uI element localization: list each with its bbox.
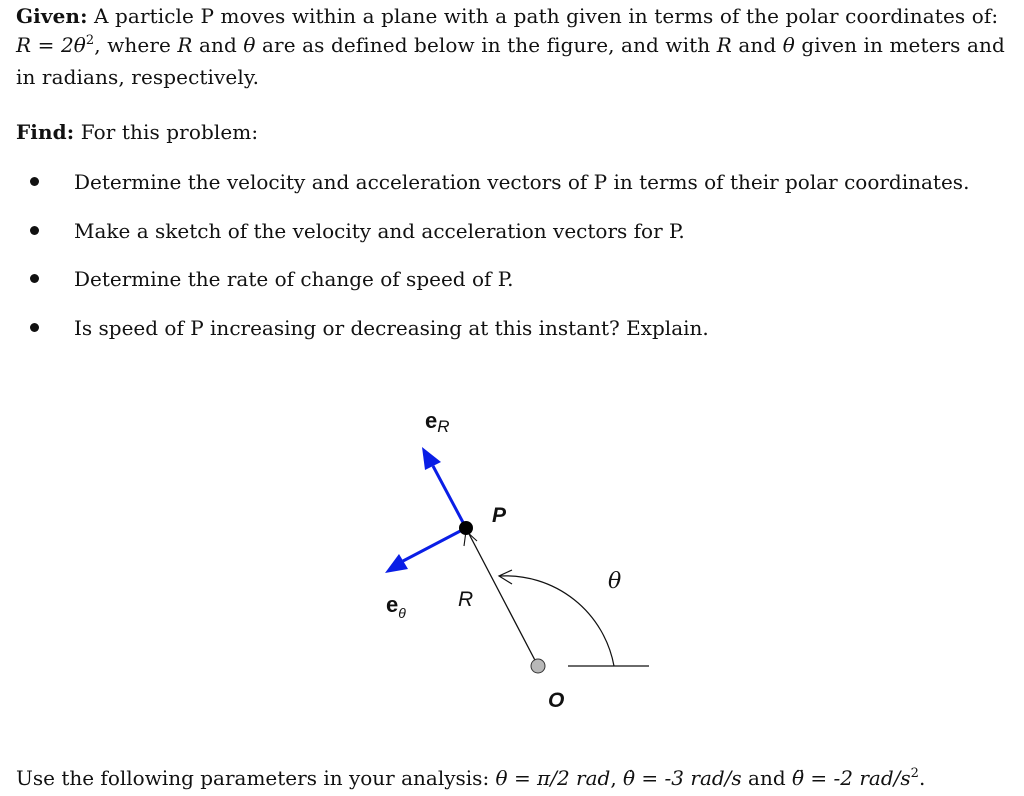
theta-ddot-value: θ̈ = -2 rad/s xyxy=(792,766,911,790)
equation-lhs: R xyxy=(16,33,32,57)
theta-value: θ = π/2 rad xyxy=(495,766,611,790)
e-theta-vector-line xyxy=(403,528,466,561)
theta-arc xyxy=(500,576,614,666)
o-label: O xyxy=(548,689,565,712)
theta-dot-value: θ̇ = -3 rad/s xyxy=(623,766,742,790)
find-label: Find: xyxy=(16,120,75,144)
r-label: R xyxy=(458,588,474,611)
equation-exponent: 2 xyxy=(85,33,95,48)
e-theta-label: $e_\theta$ xyxy=(386,592,406,621)
given-var-r: R xyxy=(177,33,193,57)
list-item: Determine the velocity and acceleration vectors of P in terms of their polar coordinates. xyxy=(30,168,1010,196)
list-item: Determine the rate of change of speed of P. xyxy=(30,265,1010,293)
equation-rhs: = 2θ xyxy=(31,33,86,57)
point-p xyxy=(459,521,473,535)
list-item: Make a sketch of the velocity and acceleration vectors for P. xyxy=(30,217,1010,245)
e-r-vector-line xyxy=(433,466,466,528)
parameters-line: Use the following parameters in your analysis: θ = π/2 rad, θ̇ = -3 rad/s and θ̈ = -2 rad/$s^2$. xyxy=(16,766,926,790)
given-var-r-2: R xyxy=(716,33,732,57)
given-text-2: and xyxy=(192,33,244,57)
r-line xyxy=(468,532,538,666)
list-item: Is speed of P increasing or decreasing at this instant? Explain. xyxy=(30,314,1010,342)
given-intro: A particle P moves within a plane with a path given in terms of the polar coordinates of: xyxy=(94,4,999,28)
theta-arc-arrowhead xyxy=(499,570,512,584)
params-intro: Use the following parameters in your analysis: xyxy=(16,766,496,790)
given-text-5: given in meters and in radians, respectively. xyxy=(16,33,1005,89)
given-var-theta-2: θ xyxy=(782,33,795,57)
given-text-4: and xyxy=(731,33,783,57)
theta-ddot-exponent: 2 xyxy=(910,766,919,781)
p-label: P xyxy=(492,504,507,527)
theta-label: θ xyxy=(608,569,622,594)
e-r-label: eR xyxy=(425,408,450,436)
e-theta-vector-arrowhead xyxy=(385,554,408,573)
given-text-1: , where xyxy=(94,33,178,57)
find-intro: For this problem: xyxy=(80,120,259,144)
given-var-theta: θ xyxy=(243,33,256,57)
origin-point xyxy=(531,659,545,673)
given-text-3: are as defined below in the figure, and with xyxy=(255,33,717,57)
given-label: Given: xyxy=(16,4,88,28)
e-r-vector-arrowhead xyxy=(422,447,441,470)
